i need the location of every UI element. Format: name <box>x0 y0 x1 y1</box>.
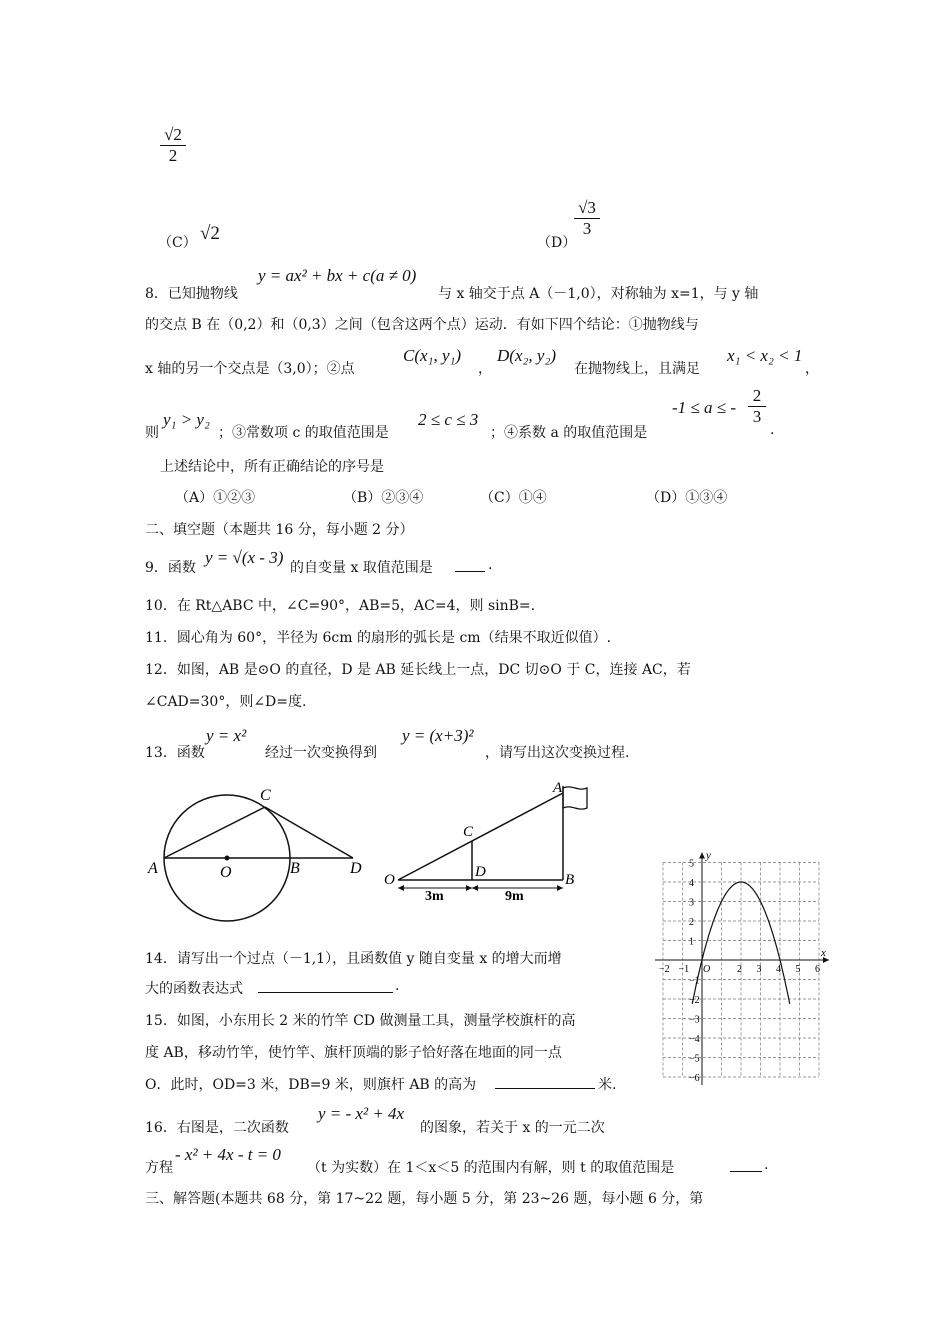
q15-line3: O．此时，OD=3 米，DB=9 米，则旗杆 AB 的高为 <box>145 1077 477 1093</box>
q12-line2: ∠CAD=30°，则∠D=度. <box>145 694 307 710</box>
q16-answer-blank <box>730 1157 762 1172</box>
q8-line3-end: ， <box>805 361 819 377</box>
circle-label-b: B <box>290 860 300 877</box>
q14-line1: 14．请写出一个过点（－1,1），且函数值 y 随自变量 x 的增大而增 <box>145 951 562 967</box>
q15-end: 米. <box>598 1077 617 1093</box>
q8-comma: ， <box>478 361 492 377</box>
q16-formula1: y = - x² + 4x <box>318 1104 405 1123</box>
q15-answer-blank <box>495 1074 595 1089</box>
option-d-fraction <box>574 198 600 239</box>
parabola-graph <box>650 849 835 1105</box>
q8-option-d: （D）①③④ <box>646 490 728 506</box>
q12-line1: 12．如图，AB 是⊙O 的直径，D 是 AB 延长线上一点，DC 切⊙O 于 C，连接 AC，若 <box>145 662 691 678</box>
q13-c: ，请写出这次变换过程. <box>485 745 630 761</box>
y-tick-label: −5 <box>689 1053 700 1065</box>
q16-end: . <box>764 1157 769 1173</box>
flag-label-a: A <box>553 780 563 796</box>
q8-a-denominator: 3 <box>748 406 766 427</box>
q8-c-range: 2 ≤ c ≤ 3 <box>418 410 479 429</box>
section-3-heading: 三、解答题(本题共 68 分，第 17~22 题，每小题 5 分，第 23~26 题，每小题 6 分，第 <box>145 1191 704 1207</box>
q16-d: （t 为实数）在 1＜x＜5 的范围内有解，则 t 的取值范围是 <box>307 1160 675 1176</box>
flag-distance-db: 9m <box>505 889 524 904</box>
y-axis-label: y <box>706 849 711 862</box>
q8-line1-a: 8．已知抛物线 <box>145 286 238 302</box>
q14-answer-blank <box>258 978 393 993</box>
option-b-fraction <box>160 125 186 166</box>
q8-option-b: （B）②③④ <box>343 490 424 506</box>
x-tick-label: −2 <box>659 964 670 975</box>
q8-line5: 上述结论中，所有正确结论的序号是 <box>160 459 384 475</box>
q8-point-d: D(x₂, y₂) <box>497 346 557 365</box>
y-tick-label: −4 <box>689 1034 700 1045</box>
q8-line3-a: x 轴的另一个交点是（3,0）；②点 <box>145 361 355 377</box>
q14-end: . <box>395 978 400 994</box>
x-tick-label: −1 <box>678 964 690 975</box>
y-tick-label: 5 <box>689 858 694 870</box>
circle-label-c: C <box>260 787 271 804</box>
q16-c: 方程 <box>145 1160 173 1176</box>
option-c-label: （C） <box>158 235 197 251</box>
q16-b: 的图象，若关于 x 的一元二次 <box>420 1120 605 1136</box>
q15-line2: 度 AB，移动竹竿，使竹竿、旗杆顶端的影子恰好落在地面的同一点 <box>145 1045 562 1061</box>
x-tick-label: 6 <box>815 964 820 975</box>
flagpole-figure <box>380 778 600 903</box>
q9-formula: y = √(x - 3) <box>205 548 284 567</box>
q11: 11．圆心角为 60°，半径为 6cm 的扇形的弧长是 cm（结果不取近似值）. <box>145 630 612 646</box>
q8-formula: y = ax² + bx + c(a ≠ 0) <box>258 266 417 285</box>
flag-label-c: C <box>463 824 474 840</box>
q8-line4-a: 则 <box>145 425 159 441</box>
x-tick-label: 2 <box>737 964 742 975</box>
circle-label-d: D <box>350 860 362 877</box>
circle-label-o: O <box>220 864 232 881</box>
q8-line1-b: 与 x 轴交于点 A（－1,0），对称轴为 x=1，与 y 轴 <box>438 286 759 302</box>
q8-option-c: （C）①④ <box>480 490 547 506</box>
y-tick-label: −1 <box>689 975 700 987</box>
flag-label-b: B <box>565 872 575 888</box>
flag-label-d: D <box>475 864 486 880</box>
y-tick-label: −3 <box>689 1014 700 1026</box>
option-c-value: √2 <box>200 223 220 244</box>
y-tick-label: 4 <box>689 878 694 889</box>
q8-a-numerator: 2 <box>752 386 762 405</box>
q13-b: 经过一次变换得到 <box>265 745 377 761</box>
q8-condition: x₁ < x₂ < 1 <box>727 346 803 365</box>
option-d-label: （D） <box>537 235 577 251</box>
q8-line4-end: . <box>770 422 775 438</box>
q9-end: . <box>488 557 493 573</box>
x-tick-label: 3 <box>756 964 762 975</box>
q15-line1: 15．如图，小东用长 2 米的竹竿 CD 做测量工具，测量学校旗杆的高 <box>145 1013 576 1029</box>
origin-label: O <box>703 964 711 975</box>
x-tick-label: 5 <box>795 964 801 975</box>
y-tick-label: −2 <box>689 995 700 1006</box>
y-arrow-icon <box>699 853 705 859</box>
q8-a-range: -1 ≤ a ≤ - <box>672 398 736 417</box>
flag-label-o: O <box>384 872 395 888</box>
q9-a: 9．函数 <box>145 560 196 576</box>
q8-option-a: （A）①②③ <box>175 490 256 506</box>
q8-line2: 的交点 B 在（0,2）和（0,3）之间（包含这两个点）运动．有如下四个结论：①抛物线与 <box>145 317 699 333</box>
q9-answer-blank <box>455 557 485 572</box>
q16-formula2: - x² + 4x - t = 0 <box>175 1145 281 1164</box>
q8-line4-c: ；④系数 a 的取值范围是 <box>490 425 648 441</box>
option-d-numerator: √3 <box>578 198 596 217</box>
circle-figure <box>140 780 380 930</box>
y-tick-label: −6 <box>689 1073 700 1084</box>
q10: 10．在 Rt△ABC 中，∠C=90°，AB=5，AC=4，则 sinB=. <box>145 598 536 614</box>
q13-formula1: y = x² <box>206 726 247 745</box>
q13-a: 13．函数 <box>145 745 205 761</box>
q14-line2: 大的函数表达式 <box>145 981 243 997</box>
y-tick-label: 3 <box>689 897 694 909</box>
y-tick-label: 1 <box>689 936 694 948</box>
q8-line3-b: 在抛物线上，且满足 <box>574 361 700 377</box>
flag-distance-od: 3m <box>425 889 444 904</box>
circle-label-a: A <box>148 860 158 877</box>
section-2-heading: 二、填空题（本题共 16 分，每小题 2 分） <box>145 522 414 538</box>
y-tick-label: 2 <box>689 917 694 928</box>
q8-point-c: C(x₁, y₁) <box>403 346 462 365</box>
x-tick-label: 4 <box>776 964 781 975</box>
x-axis-label: x <box>821 947 826 959</box>
option-d-denominator: 3 <box>574 218 600 239</box>
option-b-denominator: 2 <box>160 145 186 166</box>
q13-formula2: y = (x+3)² <box>402 726 474 745</box>
q8-a-fraction <box>748 386 766 427</box>
q8-line4-b: ；③常数项 c 的取值范围是 <box>218 425 389 441</box>
q8-y-compare: y₁ > y₂ <box>163 410 210 429</box>
q16-a: 16．右图是，二次函数 <box>145 1120 289 1136</box>
q9-b: 的自变量 x 取值范围是 <box>290 560 433 576</box>
option-b-numerator: √2 <box>164 125 182 144</box>
graph-tick-labels <box>659 850 826 1085</box>
